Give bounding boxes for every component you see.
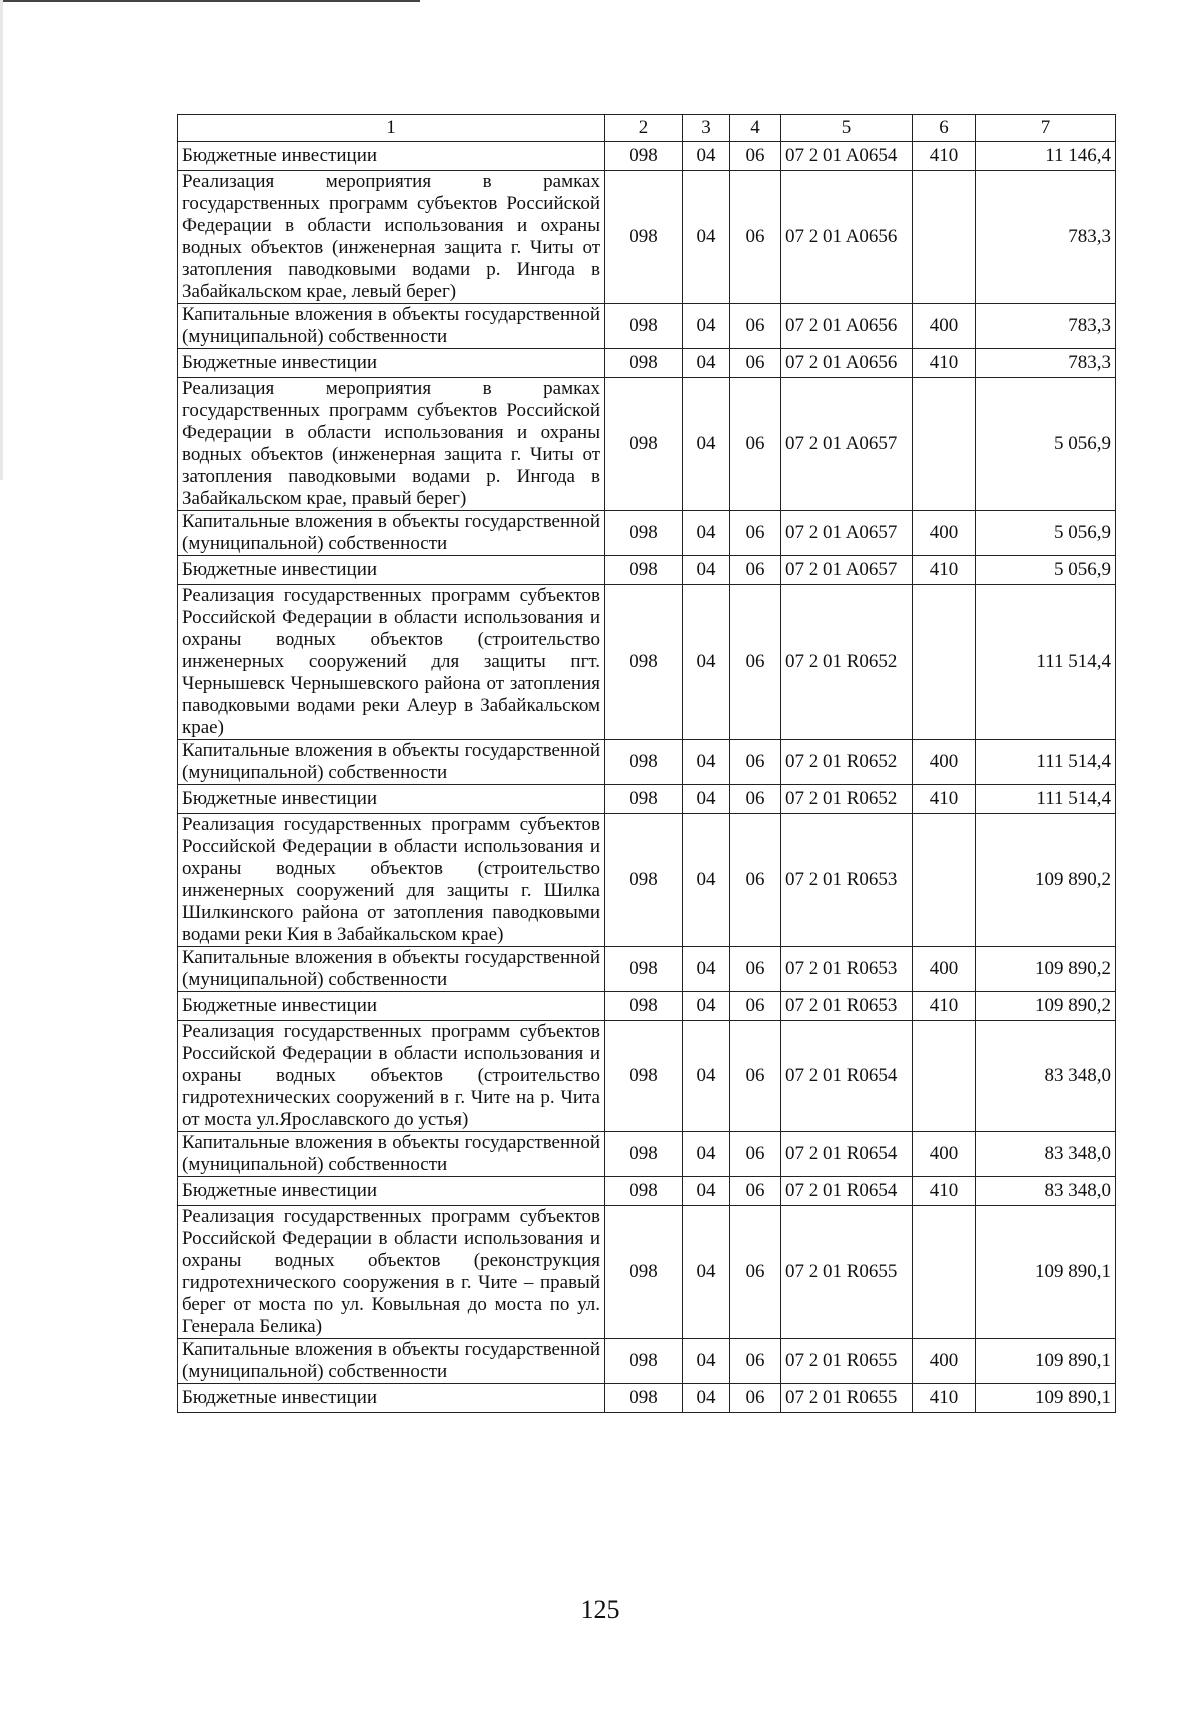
subsection-code-cell: 06 <box>730 947 781 992</box>
amount-cell: 5 056,9 <box>976 511 1116 556</box>
expense-type-code-cell: 400 <box>913 511 976 556</box>
description-cell: Реализация мероприятия в рамках государственных программ субъектов Российской Федерации в области использования и охраны водных объектов (инженерная защита г. Читы от затопления паводковыми водами р. Ингода в Забайкальском крае, правый берег) <box>178 378 605 511</box>
ministry-code-cell: 098 <box>605 511 683 556</box>
section-code-cell: 04 <box>683 814 730 947</box>
table-row <box>178 992 1116 1021</box>
target-article-code-cell: 07 2 01 R0655 <box>781 1339 913 1384</box>
description-cell: Бюджетные инвестиции <box>178 1384 605 1413</box>
amount-cell: 83 348,0 <box>976 1132 1116 1177</box>
table-row <box>178 814 1116 947</box>
table-row <box>178 511 1116 556</box>
subsection-code-cell: 06 <box>730 992 781 1021</box>
subsection-code-cell: 06 <box>730 1132 781 1177</box>
target-article-code-cell: 07 2 01 A0657 <box>781 556 913 585</box>
table-row <box>178 1177 1116 1206</box>
amount-cell: 5 056,9 <box>976 378 1116 511</box>
section-code-cell: 04 <box>683 1339 730 1384</box>
description-cell: Капитальные вложения в объекты государственной (муниципальной) собственности <box>178 511 605 556</box>
subsection-code-cell: 06 <box>730 142 781 171</box>
table-row <box>178 1206 1116 1339</box>
table-row <box>178 1132 1116 1177</box>
target-article-code-cell: 07 2 01 R0654 <box>781 1132 913 1177</box>
section-code-cell: 04 <box>683 304 730 349</box>
amount-cell: 783,3 <box>976 349 1116 378</box>
target-article-code-cell: 07 2 01 R0652 <box>781 740 913 785</box>
ministry-code-cell: 098 <box>605 947 683 992</box>
amount-cell: 109 890,1 <box>976 1384 1116 1413</box>
amount-cell: 783,3 <box>976 304 1116 349</box>
amount-cell: 11 146,4 <box>976 142 1116 171</box>
ministry-code-cell: 098 <box>605 785 683 814</box>
section-code-cell: 04 <box>683 785 730 814</box>
table-row <box>178 740 1116 785</box>
amount-cell: 111 514,4 <box>976 740 1116 785</box>
target-article-code-cell: 07 2 01 R0653 <box>781 814 913 947</box>
expense-type-code-cell: 410 <box>913 1177 976 1206</box>
description-cell: Бюджетные инвестиции <box>178 142 605 171</box>
description-cell: Реализация государственных программ субъектов Российской Федерации в области использования и охраны водных объектов (строительство гидротехнических сооружений в г. Чите на р. Чита от моста ул.Ярославского до устья) <box>178 1021 605 1132</box>
section-code-cell: 04 <box>683 1132 730 1177</box>
ministry-code-cell: 098 <box>605 1132 683 1177</box>
target-article-code-cell: 07 2 01 R0653 <box>781 992 913 1021</box>
table-row <box>178 1384 1116 1413</box>
target-article-code-cell: 07 2 01 A0656 <box>781 349 913 378</box>
page-number: 125 <box>580 1595 620 1624</box>
ministry-code-cell: 098 <box>605 171 683 304</box>
description-cell: Бюджетные инвестиции <box>178 992 605 1021</box>
amount-cell: 111 514,4 <box>976 585 1116 740</box>
description-cell: Капитальные вложения в объекты государственной (муниципальной) собственности <box>178 1339 605 1384</box>
ministry-code-cell: 098 <box>605 585 683 740</box>
expense-type-code-cell <box>913 1021 976 1132</box>
ministry-code-cell: 098 <box>605 142 683 171</box>
target-article-code-cell: 07 2 01 R0652 <box>781 785 913 814</box>
description-cell: Бюджетные инвестиции <box>178 556 605 585</box>
target-article-code-cell: 07 2 01 R0655 <box>781 1206 913 1339</box>
ministry-code-cell: 098 <box>605 1021 683 1132</box>
budget-table-container <box>177 114 1116 1413</box>
ministry-code-cell: 098 <box>605 349 683 378</box>
ministry-code-cell: 098 <box>605 814 683 947</box>
section-code-cell: 04 <box>683 511 730 556</box>
amount-cell: 783,3 <box>976 171 1116 304</box>
target-article-code-cell: 07 2 01 R0652 <box>781 585 913 740</box>
section-code-cell: 04 <box>683 142 730 171</box>
subsection-code-cell: 06 <box>730 740 781 785</box>
amount-cell: 111 514,4 <box>976 785 1116 814</box>
description-cell: Реализация государственных программ субъектов Российской Федерации в области использования и охраны водных объектов (строительство инженерных сооружений для защиты г. Шилка Шилкинского района от затопления паводковыми водами реки Кия в Забайкальском крае) <box>178 814 605 947</box>
subsection-code-cell: 06 <box>730 1339 781 1384</box>
description-cell: Капитальные вложения в объекты государственной (муниципальной) собственности <box>178 740 605 785</box>
section-code-cell: 04 <box>683 378 730 511</box>
description-cell: Бюджетные инвестиции <box>178 349 605 378</box>
expense-type-code-cell: 400 <box>913 1339 976 1384</box>
expense-type-code-cell <box>913 585 976 740</box>
description-cell: Капитальные вложения в объекты государственной (муниципальной) собственности <box>178 1132 605 1177</box>
column-header-2: 2 <box>605 115 683 142</box>
amount-cell: 5 056,9 <box>976 556 1116 585</box>
ministry-code-cell: 098 <box>605 556 683 585</box>
column-header-7: 7 <box>976 115 1116 142</box>
expense-type-code-cell: 410 <box>913 785 976 814</box>
subsection-code-cell: 06 <box>730 785 781 814</box>
scan-edge-line <box>0 0 420 2</box>
target-article-code-cell: 07 2 01 A0656 <box>781 171 913 304</box>
expense-type-code-cell: 410 <box>913 142 976 171</box>
ministry-code-cell: 098 <box>605 1206 683 1339</box>
amount-cell: 109 890,1 <box>976 1339 1116 1384</box>
section-code-cell: 04 <box>683 171 730 304</box>
section-code-cell: 04 <box>683 585 730 740</box>
budget-table-body <box>178 115 1116 1413</box>
expense-type-code-cell: 410 <box>913 1384 976 1413</box>
target-article-code-cell: 07 2 01 R0654 <box>781 1021 913 1132</box>
subsection-code-cell: 06 <box>730 378 781 511</box>
section-code-cell: 04 <box>683 556 730 585</box>
target-article-code-cell: 07 2 01 R0655 <box>781 1384 913 1413</box>
table-row <box>178 585 1116 740</box>
section-code-cell: 04 <box>683 1384 730 1413</box>
subsection-code-cell: 06 <box>730 304 781 349</box>
amount-cell: 109 890,2 <box>976 814 1116 947</box>
column-header-1: 1 <box>178 115 605 142</box>
section-code-cell: 04 <box>683 1021 730 1132</box>
table-row <box>178 947 1116 992</box>
subsection-code-cell: 06 <box>730 349 781 378</box>
expense-type-code-cell: 400 <box>913 740 976 785</box>
expense-type-code-cell <box>913 378 976 511</box>
subsection-code-cell: 06 <box>730 511 781 556</box>
expense-type-code-cell: 400 <box>913 304 976 349</box>
section-code-cell: 04 <box>683 349 730 378</box>
description-cell: Капитальные вложения в объекты государственной (муниципальной) собственности <box>178 304 605 349</box>
expense-type-code-cell <box>913 171 976 304</box>
section-code-cell: 04 <box>683 947 730 992</box>
amount-cell: 83 348,0 <box>976 1177 1116 1206</box>
scan-margin-line <box>0 0 3 480</box>
column-header-3: 3 <box>683 115 730 142</box>
description-cell: Бюджетные инвестиции <box>178 785 605 814</box>
table-row <box>178 378 1116 511</box>
subsection-code-cell: 06 <box>730 585 781 740</box>
column-header-6: 6 <box>913 115 976 142</box>
table-row <box>178 349 1116 378</box>
amount-cell: 83 348,0 <box>976 1021 1116 1132</box>
expense-type-code-cell: 410 <box>913 349 976 378</box>
subsection-code-cell: 06 <box>730 171 781 304</box>
target-article-code-cell: 07 2 01 R0654 <box>781 1177 913 1206</box>
table-header-row <box>178 115 1116 142</box>
subsection-code-cell: 06 <box>730 1206 781 1339</box>
expense-type-code-cell: 410 <box>913 992 976 1021</box>
subsection-code-cell: 06 <box>730 1384 781 1413</box>
subsection-code-cell: 06 <box>730 814 781 947</box>
expense-type-code-cell: 400 <box>913 1132 976 1177</box>
target-article-code-cell: 07 2 01 A0654 <box>781 142 913 171</box>
target-article-code-cell: 07 2 01 A0657 <box>781 378 913 511</box>
description-cell: Реализация государственных программ субъектов Российской Федерации в области использования и охраны водных объектов (строительство инженерных сооружений для защиты пгт. Чернышевск Чернышевского района от затопления паводковыми водами реки Алеур в Забайкальском крае) <box>178 585 605 740</box>
description-cell: Реализация государственных программ субъектов Российской Федерации в области использования и охраны водных объектов (реконструкция гидротехнического сооружения в г. Чите – правый берег от моста по ул. Ковыльная до моста по ул. Генерала Белика) <box>178 1206 605 1339</box>
ministry-code-cell: 098 <box>605 1177 683 1206</box>
amount-cell: 109 890,1 <box>976 1206 1116 1339</box>
table-row <box>178 142 1116 171</box>
ministry-code-cell: 098 <box>605 304 683 349</box>
amount-cell: 109 890,2 <box>976 947 1116 992</box>
expense-type-code-cell: 410 <box>913 556 976 585</box>
table-row <box>178 1021 1116 1132</box>
description-cell: Бюджетные инвестиции <box>178 1177 605 1206</box>
target-article-code-cell: 07 2 01 R0653 <box>781 947 913 992</box>
ministry-code-cell: 098 <box>605 1384 683 1413</box>
table-row <box>178 171 1116 304</box>
budget-table <box>177 114 1116 1413</box>
description-cell: Реализация мероприятия в рамках государственных программ субъектов Российской Федерации в области использования и охраны водных объектов (инженерная защита г. Читы от затопления паводковыми водами р. Ингода в Забайкальском крае, левый берег) <box>178 171 605 304</box>
section-code-cell: 04 <box>683 992 730 1021</box>
table-row <box>178 304 1116 349</box>
subsection-code-cell: 06 <box>730 556 781 585</box>
description-cell: Капитальные вложения в объекты государственной (муниципальной) собственности <box>178 947 605 992</box>
column-header-5: 5 <box>781 115 913 142</box>
expense-type-code-cell <box>913 814 976 947</box>
table-row <box>178 556 1116 585</box>
subsection-code-cell: 06 <box>730 1177 781 1206</box>
section-code-cell: 04 <box>683 1206 730 1339</box>
column-header-4: 4 <box>730 115 781 142</box>
section-code-cell: 04 <box>683 740 730 785</box>
ministry-code-cell: 098 <box>605 992 683 1021</box>
target-article-code-cell: 07 2 01 A0656 <box>781 304 913 349</box>
ministry-code-cell: 098 <box>605 378 683 511</box>
table-row <box>178 785 1116 814</box>
ministry-code-cell: 098 <box>605 1339 683 1384</box>
expense-type-code-cell: 400 <box>913 947 976 992</box>
amount-cell: 109 890,2 <box>976 992 1116 1021</box>
expense-type-code-cell <box>913 1206 976 1339</box>
ministry-code-cell: 098 <box>605 740 683 785</box>
table-row <box>178 1339 1116 1384</box>
target-article-code-cell: 07 2 01 A0657 <box>781 511 913 556</box>
section-code-cell: 04 <box>683 1177 730 1206</box>
subsection-code-cell: 06 <box>730 1021 781 1132</box>
